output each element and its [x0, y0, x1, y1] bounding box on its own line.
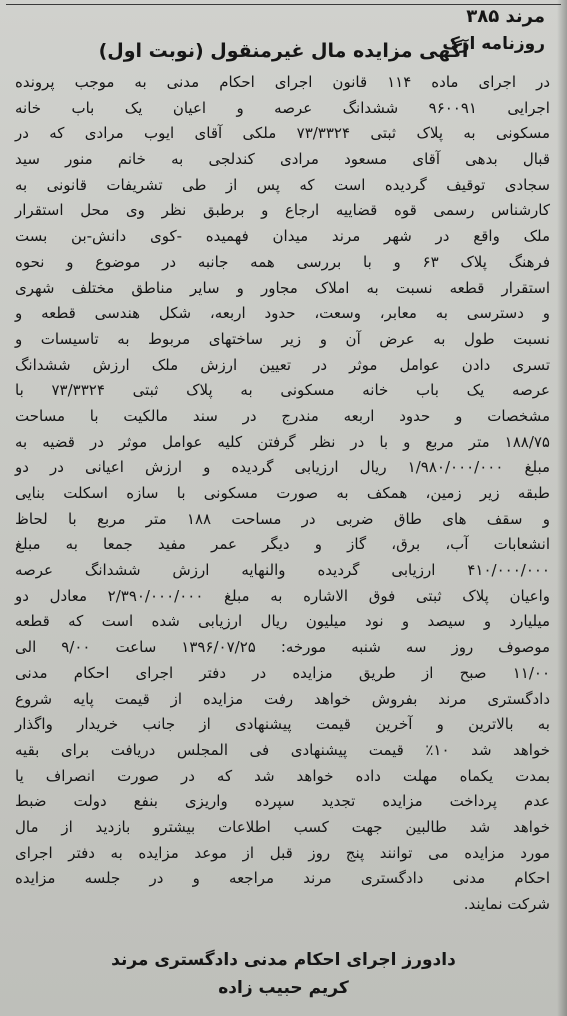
signature-name: کریم حبیب زاده: [218, 978, 349, 998]
body-line: مشخصات و حدود اربعه مندرج در سند مالکیت با مساحت: [15, 406, 550, 425]
body-line: طبقه زیر زمین، همکف به صورت مسکونی با سازه اسکلت بنایی: [15, 484, 550, 502]
body-line: ۱۸۸/۷۵ متر مربع و با در نظر گرفتن کلیه عوامل موثر در قضیه به: [15, 432, 550, 451]
body-line: استقرار قطعه نسبت به املاک مجاور و سایر مناطق مختلف شهری: [15, 278, 550, 297]
body-line: موصوف روز سه شنبه مورخه: ۱۳۹۶/۰۷/۲۵ ساعت ۹/۰۰ الی: [15, 638, 550, 657]
body-line: واعیان پلاک ثبتی فوق الاشاره به مبلغ ۲/۳۹۰/۰۰۰/۰۰۰ معادل دو: [15, 586, 550, 605]
body-line: میلیارد و سیصد و نود میلیون ریال ارزیابی شده است که قطعه: [15, 612, 550, 631]
top-rule: [6, 4, 561, 5]
issue-number: مرند ۳۸۵: [466, 6, 545, 27]
body-line: عدم پرداخت مزایده تجدید سپرده واریزی بنفع دولت ضبط: [15, 792, 550, 811]
body-line: در اجرای ماده ۱۱۴ قانون اجرای احکام مدنی به موجب پرونده: [15, 73, 551, 91]
body-line: مورد مزایده می توانند پنج روز قبل از موعد مزایده به دفتر اجرای: [15, 843, 550, 862]
body-line: تسری دادن عوامل موثر در تعیین ارزش ملک ارزش ششدانگ: [15, 355, 550, 374]
body-line: ۴۱۰/۰۰۰/۰۰۰ ارزیابی گردیده والنهایه ارزش ششدانگ عرصه: [15, 561, 550, 580]
body-line: بمدت یکماه مهلت داده خواهد شد که در صورت انصراف یا: [15, 766, 550, 785]
body-line: مسکونی به پلاک ثبتی ۷۳/۳۳۲۴ ملکی آقای ایوب مرادی که در: [15, 124, 550, 143]
newspaper-name: روزنامه ارک: [442, 34, 545, 54]
body-line: کارشناس رسمی قوه قضاییه ارجاع و برطبق نظر وی محل استقرار: [15, 201, 550, 220]
body-line: اجرایی ۹۶۰۰۹۱ ششدانگ عرصه و اعیان یک باب خانه: [15, 98, 550, 117]
body-line: قبال بدهی آقای مسعود مرادی کندلجی به خانم منور سید: [15, 150, 550, 169]
body-line: احکام مدنی دادگستری مرند مراجعه و در جلسه مزایده: [15, 869, 550, 888]
body-line: نسبت طول به عرض آن و زیر ساختهای مربوط به تاسیسات و: [15, 329, 550, 348]
body-line: خواهد شد ۱۰٪ قیمت پیشنهادی فی المجلس دریافت برای بقیه: [15, 740, 550, 759]
body-line: و دسترسی به معابر، وسعت، حدود اربعه، شکل هندسی قطعه و: [15, 304, 550, 323]
body-line: و سقف های طاق ضربی در مساحت ۱۸۸ متر مربع با لحاظ: [15, 509, 550, 528]
notice-body: [15, 70, 550, 918]
body-line: شرکت نمایند.: [463, 895, 550, 913]
body-line: به بالاترین و آخرین قیمت پیشنهادی از جانب خریدار واگذار: [15, 715, 550, 734]
body-line: انشعابات آب، برق، گاز و دیگر عمر مفید جمعا به مبلغ: [15, 535, 550, 554]
body-line: خواهد شد طالبین جهت کسب اطلاعات بیشترو بازدید از مال: [15, 817, 550, 836]
body-line: فرهنگ پلاک ۶۳ و با بررسی همه جانبه در موضوع و نحوه: [15, 252, 550, 271]
body-line: مبلغ ۱/۹۸۰/۰۰۰/۰۰۰ ریال ارزیابی گردیده و ارزش اعیانی در دو: [15, 458, 551, 477]
body-line: دادگستری مرند بفروش خواهد رفت مزایده از قیمت پایه شروع: [15, 689, 550, 708]
body-line: ۱۱/۰۰ صبح از طریق مزایده در دفتر اجرای احکام مدنی: [15, 663, 550, 682]
notice-headline: آگهی مزایده مال غیرمنقول (نوبت اول): [98, 40, 469, 62]
paper-edge-shadow: [557, 0, 567, 1016]
body-line: عرصه یک باب خانه مسکونی به پلاک ثبتی ۷۳/۳۳۲۴ با: [15, 381, 550, 400]
body-line: سجادی توقیف گردیده است که پس از طی تشریفات قانونی به: [15, 175, 550, 194]
signature-title: دادورز اجرای احکام مدنی دادگستری مرند: [111, 950, 456, 970]
body-line: ملک واقع در شهر مرند میدان فهمیده -کوی دانش-بن بست: [15, 227, 550, 246]
